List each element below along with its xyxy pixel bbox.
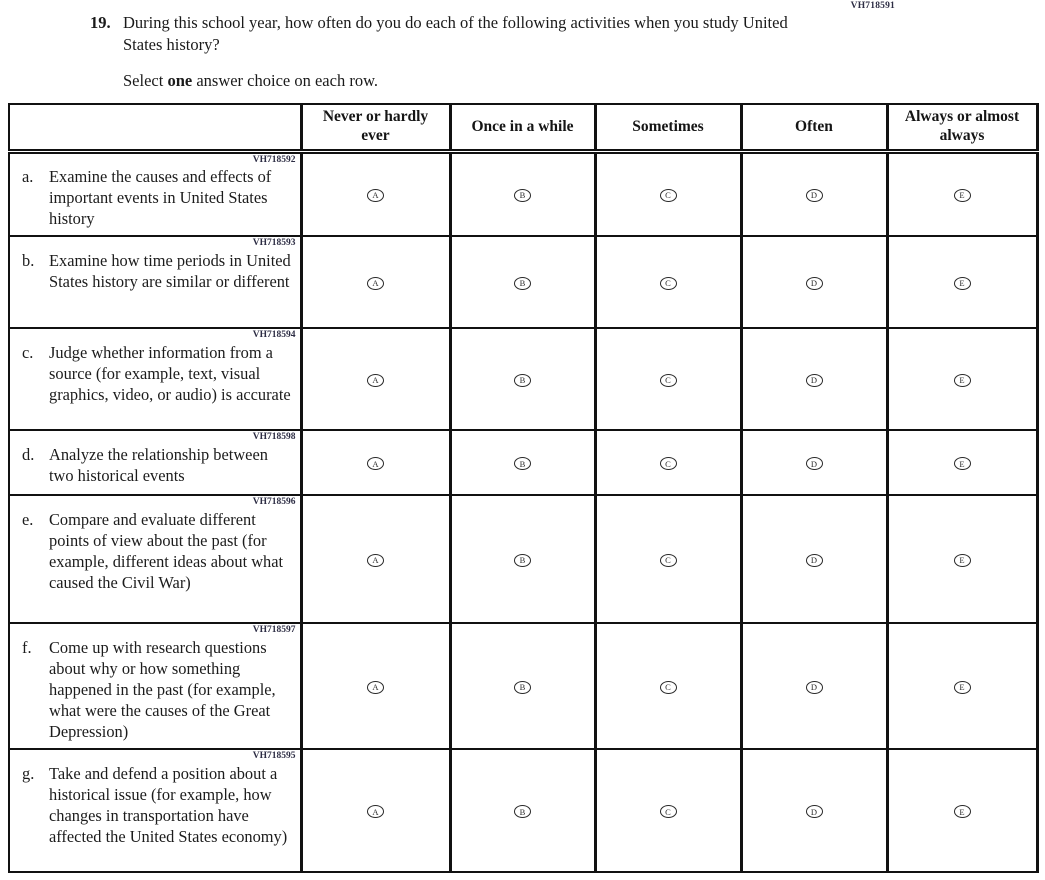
row-text: Examine the causes and effects of important events in United States history (49, 167, 272, 229)
option-bubble-a[interactable]: A (367, 277, 384, 290)
table-row-e (9, 495, 1037, 623)
option-bubble-c[interactable]: C (660, 805, 677, 818)
row-text: Come up with research questions about why or how something happened in the past (for example, what were the causes of the Great Depression) (49, 637, 276, 741)
answer-cell (301, 151, 450, 236)
option-bubble-b[interactable]: B (514, 277, 531, 290)
row-accession-code: VH718595 (252, 751, 296, 761)
row-label-cell (9, 749, 301, 872)
answer-cell (450, 495, 595, 623)
option-bubble-d[interactable]: D (806, 554, 823, 567)
table-row-d (9, 430, 1037, 495)
answer-cell (741, 151, 887, 236)
option-bubble-c[interactable]: C (660, 189, 677, 202)
answer-cell (887, 328, 1037, 430)
option-bubble-d[interactable]: D (806, 189, 823, 202)
answer-cell (595, 495, 741, 623)
column-header-once-in-a-while: Once in a while (450, 104, 595, 151)
instruction-emphasis: one (167, 70, 193, 90)
option-bubble-b[interactable]: B (514, 457, 531, 470)
row-accession-code: VH718597 (252, 625, 296, 635)
answer-cell (450, 749, 595, 872)
answer-cell (301, 236, 450, 328)
row-text: Judge whether information from a source (for example, text, visual graphics, video, or audio) is accurate (49, 342, 291, 404)
answer-cell (741, 430, 887, 495)
option-bubble-d[interactable]: D (806, 277, 823, 290)
answer-cell (595, 236, 741, 328)
option-bubble-c[interactable]: C (660, 277, 677, 290)
row-label-cell (9, 495, 301, 623)
answer-cell (450, 236, 595, 328)
answer-cell (595, 430, 741, 495)
option-bubble-a[interactable]: A (367, 457, 384, 470)
option-bubble-e[interactable]: E (954, 374, 971, 387)
option-bubble-e[interactable]: E (954, 277, 971, 290)
row-letter: b. (22, 250, 35, 270)
row-letter: e. (22, 509, 34, 529)
answer-cell (301, 749, 450, 872)
row-accession-code: VH718592 (252, 154, 296, 165)
answer-cell (741, 236, 887, 328)
column-header-often: Often (741, 104, 887, 151)
row-label-cell (9, 236, 301, 328)
answer-cell (741, 328, 887, 430)
answer-cell (595, 151, 741, 236)
row-letter: f. (22, 637, 32, 657)
answer-cell (450, 328, 595, 430)
column-header-sometimes: Sometimes (595, 104, 741, 151)
table-row-a (9, 151, 1037, 236)
table-row-g (9, 749, 1037, 872)
option-bubble-e[interactable]: E (954, 681, 971, 694)
row-text: Take and defend a position about a historical issue (for example, how changes in transportation have affected the United States economy) (49, 763, 288, 846)
answer-cell (741, 749, 887, 872)
option-bubble-e[interactable]: E (954, 189, 971, 202)
answer-cell (887, 749, 1037, 872)
instruction-prefix: Select (123, 70, 168, 90)
row-label-cell (9, 328, 301, 430)
row-text: Compare and evaluate different points of view about the past (for example, different ideas about what caused the Civil War) (49, 509, 284, 592)
row-label-cell (9, 430, 301, 495)
option-bubble-a[interactable]: A (367, 554, 384, 567)
option-bubble-b[interactable]: B (514, 374, 531, 387)
row-letter: c. (22, 342, 34, 362)
row-letter: d. (22, 444, 35, 464)
frequency-matrix-table (8, 103, 1039, 873)
row-label-cell (9, 151, 301, 236)
answer-cell (301, 495, 450, 623)
table-row-b (9, 236, 1037, 328)
option-bubble-d[interactable]: D (806, 805, 823, 818)
row-text: Analyze the relationship between two historical events (49, 444, 268, 485)
option-bubble-b[interactable]: B (514, 681, 531, 694)
header-blank-cell (9, 104, 301, 151)
table-row-f (9, 623, 1037, 749)
question-text: During this school year, how often do you do each of the following activities when you study United States history? (123, 13, 788, 54)
option-bubble-a[interactable]: A (367, 805, 384, 818)
option-bubble-d[interactable]: D (806, 374, 823, 387)
option-bubble-e[interactable]: E (954, 457, 971, 470)
option-bubble-a[interactable]: A (367, 681, 384, 694)
option-bubble-e[interactable]: E (954, 805, 971, 818)
option-bubble-b[interactable]: B (514, 805, 531, 818)
table-row-c (9, 328, 1037, 430)
row-letter: a. (22, 167, 34, 187)
option-bubble-a[interactable]: A (367, 374, 384, 387)
instruction-suffix: answer choice on each row. (192, 70, 379, 90)
answer-cell (887, 623, 1037, 749)
row-letter: g. (22, 763, 35, 783)
option-bubble-c[interactable]: C (660, 374, 677, 387)
answer-cell (595, 623, 741, 749)
answer-cell (450, 151, 595, 236)
header-row (9, 104, 1037, 151)
option-bubble-a[interactable]: A (367, 189, 384, 202)
question-number: 19. (90, 13, 111, 32)
option-bubble-c[interactable]: C (660, 554, 677, 567)
answer-cell (301, 430, 450, 495)
option-bubble-d[interactable]: D (806, 681, 823, 694)
row-accession-code: VH718594 (252, 330, 296, 340)
column-header-never: Never or hardly ever (301, 104, 450, 151)
answer-cell (450, 430, 595, 495)
answer-cell (450, 623, 595, 749)
row-label-cell (9, 623, 301, 749)
page-accession-code: VH718591 (850, 1, 895, 11)
row-accession-code: VH718593 (252, 238, 296, 248)
answer-cell (595, 749, 741, 872)
option-bubble-c[interactable]: C (660, 457, 677, 470)
answer-cell (741, 495, 887, 623)
row-accession-code: VH718596 (252, 497, 296, 507)
answer-cell (887, 151, 1037, 236)
answer-cell (301, 623, 450, 749)
row-accession-code: VH718598 (252, 432, 296, 442)
option-bubble-b[interactable]: B (514, 554, 531, 567)
answer-cell (741, 623, 887, 749)
row-text: Examine how time periods in United States history are similar or different (49, 250, 291, 291)
answer-cell (887, 495, 1037, 623)
answer-cell (887, 430, 1037, 495)
option-bubble-e[interactable]: E (954, 554, 971, 567)
answer-cell (301, 328, 450, 430)
option-bubble-b[interactable]: B (514, 189, 531, 202)
answer-cell (595, 328, 741, 430)
option-bubble-d[interactable]: D (806, 457, 823, 470)
option-bubble-c[interactable]: C (660, 681, 677, 694)
column-header-always: Always or almost always (887, 104, 1037, 151)
question-block (90, 12, 810, 91)
answer-cell (887, 236, 1037, 328)
question-instruction (123, 71, 810, 91)
